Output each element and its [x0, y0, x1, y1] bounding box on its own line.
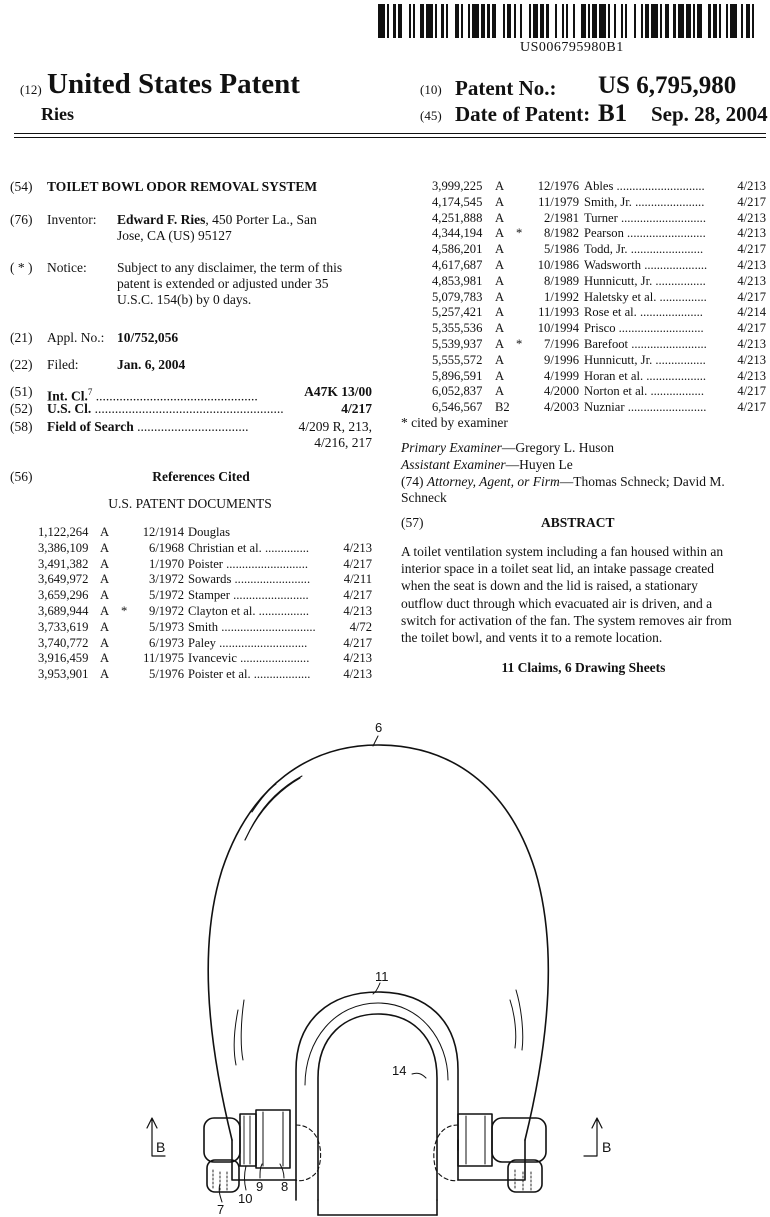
us-cl-value: 4/217	[330, 401, 372, 417]
header-rule-2	[14, 137, 766, 138]
reference-number: 3,659,296	[38, 588, 89, 603]
int-cl-dots: ................................................	[95, 388, 258, 404]
reference-date: 10/1986	[537, 258, 579, 272]
field-of-search-label: Field of Search	[47, 419, 134, 434]
reference-date: 1/1970	[149, 556, 184, 571]
reference-class: 4/213	[737, 226, 766, 241]
reference-number: 3,491,382	[38, 556, 89, 571]
reference-date: 6/1968	[149, 540, 184, 555]
leader-10	[245, 1166, 247, 1190]
claims-count: 11 Claims, 6 Drawing Sheets	[501, 660, 666, 675]
inventor-address-1: , 450 Porter La., San	[205, 212, 317, 227]
reference-kind: A	[100, 667, 110, 682]
outer-arch	[296, 992, 458, 1200]
code-54: (54)	[10, 179, 33, 194]
section-marker-right	[584, 1118, 602, 1156]
reference-class: 4/217	[737, 400, 766, 415]
reference-name: Todd, Jr. .......................	[584, 242, 704, 257]
inner-arch	[318, 1014, 437, 1200]
label-14: 14	[392, 1063, 407, 1078]
attorney-line-1	[401, 474, 725, 490]
assistant-examiner-label: Assistant Examiner	[401, 457, 506, 472]
reference-row	[38, 556, 372, 572]
reference-row	[432, 399, 766, 415]
reference-class: 4/217	[343, 556, 372, 571]
code-45: (45)	[420, 108, 442, 123]
reference-kind: A	[100, 588, 110, 603]
abstract-line-5: switch for activation of the fan. The system removes air from	[401, 612, 732, 628]
cited-by-examiner: * cited by examiner	[401, 415, 508, 430]
reference-name: Clayton et al. ................	[188, 604, 310, 618]
reference-kind: A	[100, 635, 110, 650]
reference-number: 3,953,901	[38, 667, 89, 682]
primary-examiner-label: Primary Examiner	[401, 440, 502, 455]
barcode-number: US006795980B1	[520, 40, 624, 55]
reference-kind: A	[495, 384, 505, 399]
reference-kind: A	[495, 194, 505, 209]
filed-date: Jan. 6, 2004	[117, 357, 186, 372]
notice-line-1: Subject to any disclaimer, the term of this	[117, 260, 343, 275]
reference-row	[432, 225, 766, 241]
lid-highlight-7	[510, 1000, 516, 1048]
notice-line-2: patent is extended or adjusted under 35	[117, 276, 329, 291]
invention-title: TOILET BOWL ODOR REMOVAL SYSTEM	[47, 179, 318, 194]
label-9: 9	[256, 1179, 264, 1194]
lid-highlight-5	[241, 1000, 244, 1060]
reference-class: 4/213	[737, 337, 766, 351]
reference-number: 5,555,572	[432, 352, 483, 367]
reference-date: 4/2000	[544, 384, 579, 399]
reference-kind: A	[100, 525, 110, 539]
reference-class: 4/217	[737, 289, 766, 304]
reference-kind: A	[100, 556, 110, 571]
reference-class: 4/213	[737, 273, 766, 288]
reference-date: 6/1973	[149, 635, 184, 650]
reference-name: Turner ...........................	[584, 210, 706, 225]
patent-date: Sep. 28, 2004	[651, 102, 768, 126]
abstract-body	[401, 543, 766, 646]
reference-kind: B2	[495, 400, 510, 415]
hinge-right-nut	[458, 1114, 492, 1166]
reference-number: 4,586,201	[432, 242, 483, 257]
hinge-left-cap	[204, 1118, 240, 1162]
reference-number: 5,079,783	[432, 289, 483, 304]
reference-kind: A	[100, 619, 110, 634]
reference-kind: A	[495, 352, 505, 367]
hidden-left	[296, 1125, 321, 1181]
attorney-label: Attorney, Agent, or Firm	[426, 474, 560, 489]
reference-kind: A	[100, 604, 110, 618]
reference-class: 4/217	[737, 321, 766, 336]
patent-number: US 6,795,980 B1	[598, 72, 737, 127]
reference-kind: A	[495, 368, 505, 383]
reference-row	[38, 524, 372, 540]
reference-number: 3,649,972	[38, 572, 89, 587]
reference-name: Rose et al. ....................	[584, 305, 703, 320]
int-cl-label: Int. Cl.	[47, 388, 88, 404]
reference-name: Horan et al. ...................	[584, 368, 707, 383]
code-57: (57)	[401, 515, 424, 530]
reference-name: Smith, Jr. ......................	[584, 194, 705, 209]
code-notice: ( * )	[10, 260, 33, 275]
attorney-names-2: Schneck	[401, 490, 447, 505]
reference-class: 4/213	[737, 210, 766, 225]
reference-class: 4/217	[343, 635, 372, 650]
reference-kind: A	[495, 210, 505, 225]
label-6: 6	[375, 720, 383, 735]
reference-number: 3,916,459	[38, 651, 89, 666]
label-10: 10	[238, 1191, 253, 1206]
code-56: (56)	[10, 469, 33, 484]
reference-class: 4/217	[343, 588, 372, 603]
reference-date: 9/1972	[149, 604, 184, 618]
reference-name: Douglas	[188, 525, 230, 539]
reference-row	[432, 178, 766, 194]
reference-date: 11/1993	[538, 305, 579, 320]
reference-number: 5,896,591	[432, 368, 483, 383]
code-76: (76)	[10, 212, 33, 227]
reference-row	[432, 368, 766, 384]
reference-name: Barefoot ........................	[584, 337, 707, 351]
notice-label: Notice:	[47, 260, 87, 275]
reference-number: 6,546,567	[432, 400, 483, 415]
abstract-line-2: interior space in a toilet seat lid, an intake passage created	[401, 561, 714, 577]
label-b-left: B	[156, 1139, 166, 1155]
reference-number: 6,052,837	[432, 384, 483, 399]
lid-highlight-4	[234, 1010, 238, 1065]
reference-kind: A	[495, 321, 505, 336]
reference-date: 5/1973	[149, 619, 184, 634]
inventor-surname: Ries	[41, 104, 74, 124]
reference-kind: A	[495, 337, 505, 351]
reference-number: 5,257,421	[432, 305, 483, 320]
reference-row	[38, 650, 372, 666]
reference-date: 11/1975	[143, 651, 184, 666]
header-rule-1	[14, 133, 766, 134]
reference-row	[432, 304, 766, 320]
reference-kind: A	[495, 289, 505, 304]
label-7: 7	[217, 1202, 225, 1217]
reference-date: 4/1999	[544, 368, 579, 383]
hinge-right-cap	[492, 1118, 546, 1162]
reference-class: 4/217	[737, 384, 766, 399]
reference-kind: A	[495, 226, 505, 241]
reference-name: Haletsky et al. ...............	[584, 289, 707, 304]
primary-examiner-name: —Gregory L. Huson	[501, 440, 614, 455]
reference-row	[432, 241, 766, 257]
reference-class: 4/213	[343, 540, 372, 555]
reference-row	[432, 194, 766, 210]
reference-name: Paley ............................	[188, 635, 308, 650]
reference-date: 2/1981	[544, 210, 579, 225]
code-52: (52)	[10, 401, 33, 416]
reference-row	[38, 571, 372, 587]
reference-date: 10/1994	[537, 321, 579, 336]
reference-row	[432, 336, 766, 352]
reference-date: 1/1992	[544, 289, 579, 304]
field-of-search-2: 4/216, 217	[314, 435, 372, 450]
reference-class: 4/213	[343, 651, 372, 666]
reference-row	[432, 289, 766, 305]
reference-name: Nuzniar .........................	[584, 400, 707, 415]
inventor-label: Inventor:	[47, 212, 97, 227]
reference-date: 5/1972	[149, 588, 184, 603]
abstract-line-4: outflow duct through which evacuated air is driven, and a	[401, 595, 713, 611]
leader-14	[412, 1073, 426, 1078]
abstract-line-3: when the seat is down and the lid is raised, a stationary	[401, 578, 698, 594]
field-of-search-1: 4/209 R, 213,	[272, 419, 372, 435]
reference-name: Poister ..........................	[188, 556, 308, 571]
reference-date: 5/1986	[544, 242, 579, 257]
hinge-left-collar	[240, 1114, 256, 1166]
reference-number: 3,999,225	[432, 179, 483, 193]
code-58: (58)	[10, 419, 33, 434]
label-11: 11	[375, 969, 389, 984]
int-cl-value: A47K 13/00	[280, 384, 372, 400]
reference-row	[38, 619, 372, 635]
reference-class: 4/217	[737, 194, 766, 209]
reference-kind: A	[100, 540, 110, 555]
inventor-name: Edward F. Ries	[117, 212, 206, 227]
code-10: (10)	[420, 82, 442, 97]
leader-7	[219, 1184, 222, 1202]
reference-name: Ables ............................	[584, 179, 705, 193]
lid-highlight-6	[516, 990, 523, 1050]
code-51: (51)	[10, 384, 33, 399]
us-cl-dots: ........................................................	[94, 401, 284, 416]
reference-row	[38, 635, 372, 651]
reference-kind: A	[495, 179, 505, 193]
reference-name: Prisco ...........................	[584, 321, 704, 336]
reference-number: 3,740,772	[38, 635, 89, 650]
reference-date: 3/1972	[149, 572, 184, 587]
reference-date: 12/1976	[537, 179, 579, 193]
code-12: (12)	[20, 82, 42, 97]
reference-row	[432, 257, 766, 273]
primary-examiner	[401, 440, 614, 456]
assistant-examiner	[401, 457, 573, 473]
reference-name: Ivancevic ......................	[188, 651, 310, 666]
abstract-title: ABSTRACT	[541, 515, 615, 530]
assistant-examiner-name: —Huyen Le	[505, 457, 573, 472]
reference-date: 12/1914	[142, 525, 184, 539]
code-74: (74)	[401, 474, 424, 489]
reference-kind: A	[495, 258, 505, 272]
inventor-line-1	[117, 212, 317, 228]
us-cl-label: U.S. Cl.	[47, 401, 92, 416]
date-label: Date of Patent:	[455, 102, 591, 126]
reference-name: Smith ..............................	[188, 619, 316, 634]
reference-name: Poister et al. ..................	[188, 667, 311, 682]
reference-name: Pearson .........................	[584, 226, 706, 241]
reference-class: 4/213	[343, 667, 372, 682]
reference-number: 4,344,194	[432, 226, 483, 241]
reference-number: 1,122,264	[38, 525, 89, 539]
notice-line-3: U.S.C. 154(b) by 0 days.	[117, 292, 252, 307]
appl-number: 10/752,056	[117, 330, 179, 345]
leader-9	[260, 1164, 262, 1178]
reference-date: 11/1979	[538, 194, 579, 209]
patent-no-label: Patent No.:	[455, 76, 557, 100]
patent-drawing	[0, 700, 770, 1217]
patent-heading: United States Patent	[47, 68, 300, 100]
field-of-search-line	[47, 419, 287, 435]
reference-name: Hunnicutt, Jr. ................	[584, 352, 706, 367]
reference-kind: A	[495, 305, 505, 320]
reference-star: *	[121, 604, 128, 618]
reference-kind: A	[100, 572, 110, 587]
inventor-address-2: Jose, CA (US) 95127	[117, 228, 232, 243]
reference-date: 7/1996	[544, 337, 579, 351]
references-cited-text: References Cited	[152, 469, 250, 484]
label-b-right: B	[602, 1139, 612, 1155]
reference-name: Wadsworth ....................	[584, 258, 708, 272]
reference-name: Stamper ........................	[188, 588, 309, 603]
reference-row	[38, 540, 372, 556]
reference-class: 4/213	[737, 258, 766, 272]
reference-row	[432, 383, 766, 399]
reference-number: 3,733,619	[38, 619, 89, 634]
reference-name: Sowards ........................	[188, 572, 311, 587]
base-bar	[232, 1140, 525, 1180]
reference-class: 4/217	[737, 242, 766, 257]
lid-outline	[208, 745, 548, 1140]
reference-date: 8/1989	[544, 273, 579, 288]
reference-date: 9/1996	[544, 352, 579, 367]
reference-row	[432, 210, 766, 226]
reference-class: 4/213	[343, 604, 372, 618]
int-cl-sup: 7	[87, 387, 93, 397]
abstract-line-6: the toilet bowl, and vents it to a remote location.	[401, 630, 663, 646]
reference-row	[38, 603, 372, 619]
reference-class: 4/72	[349, 619, 372, 634]
us-patent-documents	[0, 496, 380, 512]
references-cited-title	[0, 469, 380, 485]
reference-number: 4,853,981	[432, 273, 483, 288]
reference-class: 4/214	[737, 305, 766, 320]
barcode	[378, 4, 761, 38]
reference-row	[432, 352, 766, 368]
arch-mid-line	[305, 1003, 448, 1085]
appl-label: Appl. No.:	[47, 330, 105, 345]
reference-number: 3,689,944	[38, 604, 89, 618]
reference-class: 4/213	[737, 368, 766, 383]
reference-date: 4/2003	[544, 400, 579, 415]
us-patent-documents-text: U.S. PATENT DOCUMENTS	[108, 496, 272, 511]
abstract-line-1: A toilet ventilation system including a fan housed within an	[401, 544, 724, 559]
hinge-left-nut	[256, 1110, 290, 1168]
reference-number: 5,539,937	[432, 337, 483, 351]
hinge-left-foot	[207, 1160, 239, 1192]
reference-name: Norton et al. .................	[584, 384, 704, 399]
reference-name: Hunnicutt, Jr. ................	[584, 273, 706, 288]
reference-date: 5/1976	[149, 667, 184, 682]
reference-row	[432, 273, 766, 289]
reference-kind: A	[495, 273, 505, 288]
reference-name: Christian et al. ..............	[188, 540, 310, 555]
code-21: (21)	[10, 330, 33, 345]
filed-label: Filed:	[47, 357, 79, 372]
reference-row	[432, 320, 766, 336]
reference-number: 5,355,536	[432, 321, 483, 336]
reference-number: 4,617,687	[432, 258, 483, 272]
reference-number: 3,386,109	[38, 540, 89, 555]
reference-date: 8/1982	[544, 226, 579, 241]
reference-number: 4,174,545	[432, 194, 483, 209]
reference-row	[38, 666, 372, 682]
reference-kind: A	[100, 651, 110, 666]
reference-star: *	[516, 337, 523, 351]
reference-class: 4/213	[737, 179, 766, 193]
us-cl-line	[47, 401, 372, 417]
code-22: (22)	[10, 357, 33, 372]
attorney-names-1: —Thomas Schneck; David M.	[559, 474, 725, 489]
reference-number: 4,251,888	[432, 210, 483, 225]
label-8: 8	[281, 1179, 289, 1194]
reference-class: 4/211	[343, 572, 372, 587]
field-of-search-dots: .................................	[137, 419, 249, 434]
reference-row	[38, 587, 372, 603]
reference-star: *	[516, 226, 523, 241]
reference-class: 4/213	[737, 352, 766, 367]
reference-kind: A	[495, 242, 505, 257]
